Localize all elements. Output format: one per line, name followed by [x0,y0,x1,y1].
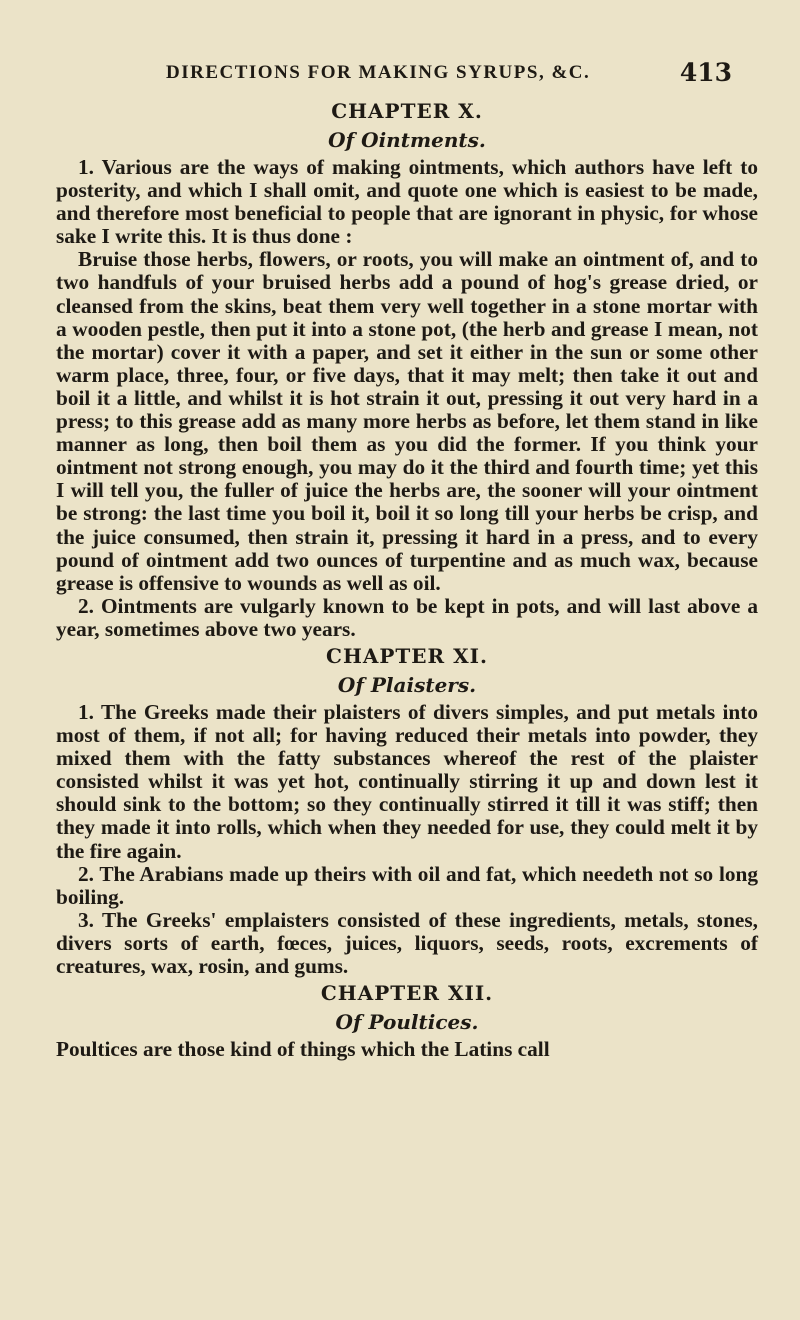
chapter-heading: CHAPTER XII. [320,981,494,1006]
paragraph: 2. Ointments are vulgarly known to be kept in pots, and will last above a year, sometimes above two years. [56,593,758,641]
chapter-subtitle: Of Plaisters. [337,672,477,697]
chapter-ointments [56,96,758,641]
chapter-plaisters [56,641,758,978]
running-head [56,58,758,96]
paragraph: 3. The Greeks' emplaisters consisted of these ingredients, metals, stones, divers sorts of earth, fœces, juices, liquors, seeds, roots, excrements of creatures, wax, rosin, and gums. [56,907,758,978]
paragraph: 2. The Arabians made up theirs with oil and fat, which needeth not so long boiling. [56,861,758,909]
paragraph: 1. The Greeks made their plaisters of divers simples, and put metals into most of them, if not all; for having reduced their metals into powder, they mixed them with the fatty substances whereof the rest of the plaister consisted whilst it was yet hot, continually stirring it up and down lest it should sink to the bottom; so they continually stirred it till it was stiff; then they made it into rolls, which when they needed for use, they could melt it by the fire again. [56,699,758,863]
page-number: 413 [679,58,732,87]
chapter-subtitle: Of Poultices. [335,1010,479,1035]
chapter-heading: CHAPTER X. [331,99,483,123]
running-head-title: DIRECTIONS FOR MAKING SYRUPS, &C. [166,62,591,83]
chapter-heading: CHAPTER XI. [326,643,488,668]
paragraph: Bruise those herbs, flowers, or roots, you will make an ointment of, and to two handfuls of your bruised herbs add a pound of hog's grease dried, or cleansed from the skins, beat them very well together in a stone mortar with a wooden pestle, then put it into a stone pot, (the herb and grease I mean, not the mortar) cover it with a paper, and set it either in the sun or some other warm place, three, four, or five days, that it may melt; then take it out and boil it a little, and whilst it is hot strain it out, pressing it out very hard in a press; to this grease add as many more herbs as before, let them stand in like manner as long, then boil them as you did the former. If you think your ointment not strong enough, you may do it the third and fourth time; yet this I will tell you, the fuller of juice the herbs are, the sooner will your ointment be strong: the last time you boil it, boil it so long till your herbs be crisp, and the juice consumed, then strain it, pressing it hard in a press, and to every pound of ointment add two ounces of turpentine and as much wax, because grease is offensive to wounds as well as oil. [56,247,758,595]
chapter-poultices [56,978,758,1061]
paragraph: 1. Various are the ways of making ointments, which authors have left to posterity, and which I shall omit, and quote one which is easiest to be made, and therefore most beneficial to people that are ignorant in physic, for whose sake I write this. It is thus done : [56,155,758,249]
chapter-subtitle: Of Ointments. [328,128,486,152]
paragraph: Poultices are those kind of things which the Latins call [56,1037,550,1062]
